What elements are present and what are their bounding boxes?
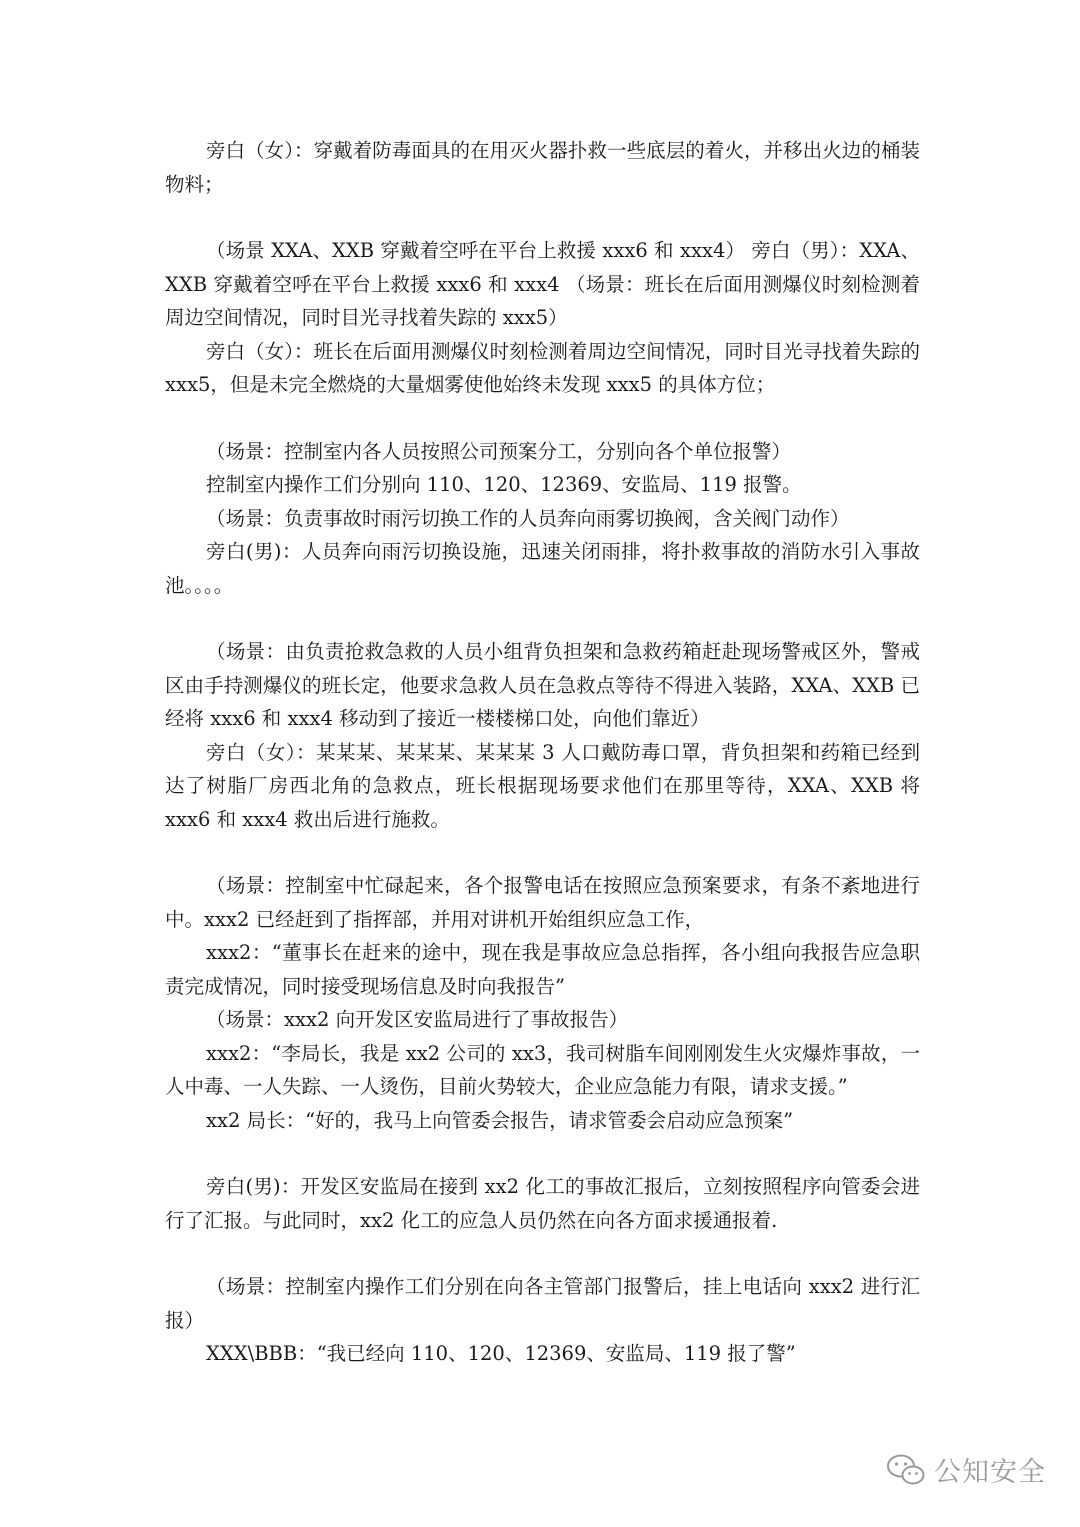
paragraph-gap bbox=[165, 602, 920, 635]
paragraph: （场景：控制室内各人员按照公司预案分工，分别向各个单位报警） bbox=[206, 439, 792, 463]
paragraph: （场景：控制室中忙碌起来，各个报警电话在按照应急预案要求，有条不紊地进行中。xxx2 已经赶到了指挥部，并用对讲机开始组织应急工作， bbox=[165, 874, 920, 931]
paragraph: 旁白（女）：穿戴着防毒面具的在用灭火器扑救一些底层的着火，并移出火边的桶装物料； bbox=[165, 139, 920, 196]
paragraph: xx2 局长：“好的，我马上向管委会报告，请求管委会启动应急预案” bbox=[206, 1108, 794, 1132]
paragraph: xxx2：“董事长在赶来的途中，现在我是事故应急总指挥，各小组向我报告应急职责完成情况，同时接受现场信息及时向我报告” bbox=[165, 941, 920, 998]
paragraph: 旁白(男)：人员奔向雨污切换设施，迅速关闭雨排，将扑救事故的消防水引入事故池。。。。 bbox=[165, 540, 920, 597]
watermark-text: 公知安全 bbox=[934, 1457, 1046, 1488]
paragraph: 旁白(男)：开发区安监局在接到 xx2 化工的事故汇报后，立刻按照程序向管委会进行了汇报。与此同时，xx2 化工的应急人员仍然在向各方面求援通报着. bbox=[165, 1175, 920, 1232]
paragraph-gap bbox=[165, 1137, 920, 1170]
paragraph: 控制室内操作工们分别向 110、120、12369、安监局、119 报警。 bbox=[206, 473, 802, 496]
paragraph: XXX\BBB：“我已经向 110、120、12369、安监局、119 报了警” bbox=[206, 1342, 796, 1365]
paragraph: （场景：xxx2 向开发区安监局进行了事故报告） bbox=[206, 1008, 629, 1031]
wechat-icon bbox=[886, 1453, 926, 1487]
paragraph: （场景：负责事故时雨污切换工作的人员奔向雨雾切换阀，含关阀门动作） bbox=[206, 506, 850, 530]
paragraph: 旁白（女）：某某某、某某某、某某某 3 人口戴防毒口罩，背负担架和药箱已经到达了树脂厂房西北角的急救点，班长根据现场要求他们在那里等待，XXA、XXB 将 xxx6 和 xxx4 救出后进行施救。 bbox=[165, 740, 920, 831]
paragraph: （场景：由负责抢救急救的人员小组背负担架和急救药箱赶赴现场警戒区外，警戒区由手持测爆仪的班长定，他要求急救人员在急救点等待不得进入装路，XXA、XXB 已经将 xxx6 和 xxx4 移动到了接近一楼楼梯口处，向他们靠近） bbox=[165, 640, 920, 730]
paragraph: （场景：控制室内操作工们分别在向各主管部门报警后，挂上电话向 xxx2 进行汇报） bbox=[165, 1275, 920, 1332]
paragraph-gap bbox=[165, 836, 920, 869]
paragraph-gap bbox=[165, 1237, 920, 1270]
paragraph: xxx2：“李局长，我是 xx2 公司的 xx3，我司树脂车间刚刚发生火灾爆炸事故，一人中毒、一人失踪、一人烫伤，目前火势较大，企业应急能力有限，请求支援。” bbox=[165, 1041, 920, 1098]
watermark bbox=[886, 1450, 1046, 1489]
document-body bbox=[165, 134, 920, 1371]
paragraph: （场景 XXA、XXB 穿戴着空呼在平台上救援 xxx6 和 xxx4） 旁白（男）：XXA、XXB 穿戴着空呼在平台上救援 xxx6 和 xxx4 （场景：班长在后面用测爆仪时刻检测着周边空间情况，同时目光寻找着失踪的 xxx5） bbox=[165, 239, 920, 329]
paragraph-gap bbox=[165, 201, 920, 234]
paragraph-gap bbox=[165, 402, 920, 435]
paragraph: 旁白（女）：班长在后面用测爆仪时刻检测着周边空间情况，同时目光寻找着失踪的 xxx5，但是未完全燃烧的大量烟雾使他始终未发现 xxx5 的具体方位； bbox=[165, 339, 920, 396]
